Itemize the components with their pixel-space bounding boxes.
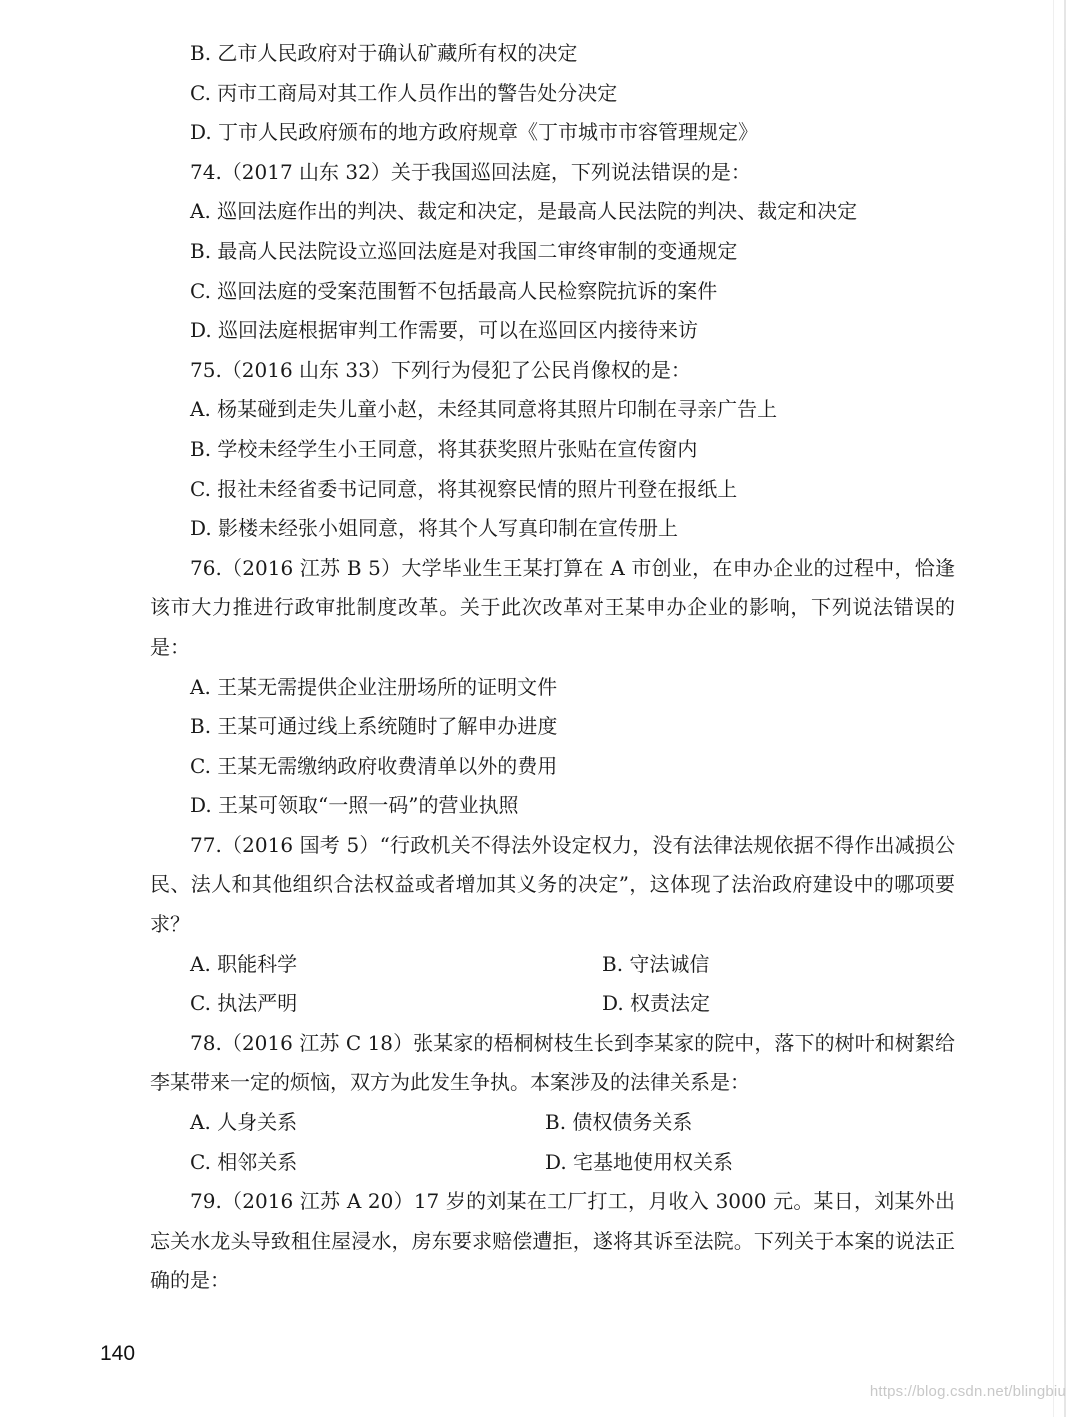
watermark-url: https://blog.csdn.net/blingbiu: [869, 1383, 1066, 1400]
question-76: 76.（2016 江苏 B 5）大学毕业生王某打算在 A 市创业，在申办企业的过程中，恰逢该市大力推进行政审批制度改革。关于此次改革对王某申办企业的影响，下列说法错误的是：: [150, 555, 955, 659]
q74-option-b: B. 最高人民法院设立巡回法庭是对我国二审终审制的变通规定: [190, 238, 738, 263]
q78-option-d: D. 宅基地使用权关系: [545, 1149, 734, 1174]
q78-option-b: B. 债权债务关系: [545, 1110, 693, 1135]
q77-option-c: C. 执法严明: [190, 991, 298, 1016]
option-d-prev: D. 丁市人民政府颁布的地方政府规章《丁市城市市容管理规定》: [190, 120, 759, 145]
q74-option-c: C. 巡回法庭的受案范围暂不包括最高人民检察院抗诉的案件: [190, 278, 718, 303]
q78-option-a: A. 人身关系: [190, 1110, 298, 1135]
question-74: 74.（2017 山东 32）关于我国巡回法庭，下列说法错误的是：: [190, 159, 751, 184]
page-content: [150, 34, 955, 1301]
q78-options-row-2: [150, 1143, 955, 1183]
page-edge-line: [1064, 0, 1066, 1417]
page-edge-shadow: [1053, 0, 1054, 1417]
option-b-prev: B. 乙市人民政府对于确认矿藏所有权的决定: [190, 41, 578, 65]
question-77: 77.（2016 国考 5）“行政机关不得法外设定权力，没有法律法规依据不得作出减损公民、法人和其他组织合法权益或者增加其义务的决定”，这体现了法治政府建设中的哪项要求？: [150, 832, 955, 937]
q76-option-d: D. 王某可领取“一照一码”的营业执照: [190, 793, 519, 818]
q75-option-d: D. 影楼未经张小姐同意，将其个人写真印制在宣传册上: [190, 516, 679, 541]
option-c-prev: C. 丙市工商局对其工作人员作出的警告处分决定: [190, 80, 618, 105]
q78-options-row-1: [150, 1103, 955, 1143]
q75-option-a: A. 杨某碰到走失儿童小赵，未经其同意将其照片印制在寻亲广告上: [190, 397, 778, 422]
q76-option-b: B. 王某可通过线上系统随时了解申办进度: [190, 714, 558, 739]
question-75: 75.（2016 山东 33）下列行为侵犯了公民肖像权的是：: [190, 357, 691, 382]
q74-option-d: D. 巡回法庭根据审判工作需要，可以在巡回区内接待来访: [190, 318, 699, 343]
q77-option-b: B. 守法诚信: [602, 951, 710, 976]
q75-option-b: B. 学校未经学生小王同意，将其获奖照片张贴在宣传窗内: [190, 436, 698, 461]
q77-options-row-1: [150, 945, 955, 985]
q77-option-d: D. 权责法定: [602, 991, 711, 1016]
q78-option-c: C. 相邻关系: [190, 1149, 298, 1174]
q76-option-c: C. 王某无需缴纳政府收费清单以外的费用: [190, 753, 558, 778]
q74-option-a: A. 巡回法庭作出的判决、裁定和决定，是最高人民法院的判决、裁定和决定: [190, 199, 858, 224]
q77-options-row-2: [150, 984, 955, 1024]
question-78: 78.（2016 江苏 C 18）张某家的梧桐树枝生长到李某家的院中，落下的树叶和树絮给李某带来一定的烦恼，双方为此发生争执。本案涉及的法律关系是：: [150, 1030, 955, 1095]
page-number: 140: [100, 1342, 136, 1365]
q75-option-c: C. 报社未经省委书记同意，将其视察民情的照片刊登在报纸上: [190, 476, 738, 501]
question-79: 79.（2016 江苏 A 20）17 岁的刘某在工厂打工，月收入 3000 元。某日，刘某外出忘关水龙头导致租住屋浸水，房东要求赔偿遭拒，遂将其诉至法院。下列关于本案的说法正确的是：: [150, 1189, 955, 1293]
q77-option-a: A. 职能科学: [190, 951, 298, 976]
q76-option-a: A. 王某无需提供企业注册场所的证明文件: [190, 674, 558, 699]
